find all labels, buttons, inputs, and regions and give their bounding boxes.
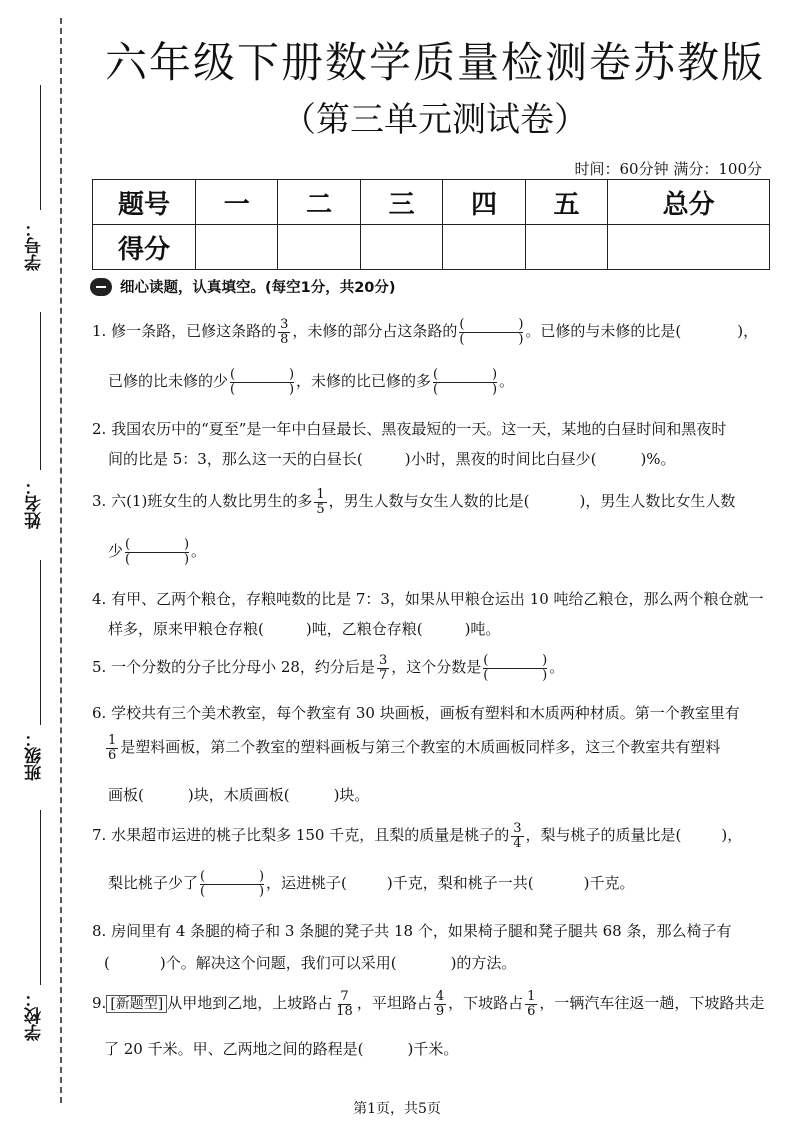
student-id-field (14, 220, 54, 271)
score-value-row (93, 225, 770, 270)
school-line[interactable] (40, 810, 41, 985)
fraction-numerator: 1 (527, 989, 536, 1004)
q1-text-end: 。 (499, 372, 515, 391)
score-cell[interactable] (196, 225, 278, 270)
q9-text-c: ，下坡路占 (448, 994, 524, 1013)
name-label: 姓名： (24, 478, 45, 529)
question-9-line-1 (92, 990, 782, 1018)
score-header-cell: 三 (360, 180, 442, 225)
q7-text-d: 梨比桃子少了 (108, 874, 199, 893)
section-number-badge-icon (90, 278, 112, 296)
question-7-line-2 (108, 870, 794, 898)
q7-text-a: 7. 水果超市运进的桃子比梨多 150 千克，且梨的质量是桃子的 (92, 826, 510, 845)
score-row-label: 得分 (93, 225, 196, 270)
school-label: 学校： (24, 990, 45, 1041)
score-cell[interactable] (525, 225, 607, 270)
class-field (14, 730, 54, 781)
score-header-cell: 四 (443, 180, 525, 225)
q9-text-b: ，平坦路占 (356, 994, 432, 1013)
q7-text-g: )千克。 (583, 874, 635, 893)
q3-text-b: ，男生人数与女生人数的比是( (328, 492, 530, 511)
q9-fraction-3 (525, 990, 537, 1018)
answer-fraction-blank[interactable]: ( ) ( ) (125, 537, 190, 567)
question-9-line-2 (104, 1040, 794, 1058)
score-cell[interactable] (443, 225, 525, 270)
q1-text-d: 已修的比未修的少 (108, 372, 229, 391)
q4-text-a: 样多，原来甲粮仓存粮( (108, 620, 264, 638)
question-6-line-1: 6. 学校共有三个美术教室，每个教室有 30 块画板，画板有塑料和木质两种材质。第一个教室里有 (92, 704, 740, 722)
student-id-label: 学号： (24, 220, 45, 271)
answer-fraction-blank[interactable]: ( ) ( ) (459, 317, 524, 347)
name-line[interactable] (40, 312, 41, 470)
time-info: 时间：60分钟 满分：100分 (574, 160, 762, 178)
q7-text-e: ，运进桃子( (266, 874, 347, 893)
q1-text-c2: )， (737, 322, 759, 341)
q5-fraction (377, 654, 389, 682)
q6-text-c: )块。 (333, 786, 370, 804)
class-label: 班级： (24, 730, 45, 781)
fraction-denominator: 7 (378, 667, 388, 683)
q6-text-line2: 是塑料画板，第二个教室的塑料画板与第三个教室的木质画板同样多，这三个教室共有塑料 (120, 738, 721, 757)
q1-fraction (278, 318, 290, 346)
question-2-line-2 (108, 450, 794, 468)
score-header-cell: 一 (196, 180, 278, 225)
question-1-line-2 (108, 368, 794, 396)
section-heading-text: 细心读题，认真填空。(每空1分，共20分) (120, 280, 396, 296)
q2-text-b: )小时，黑夜的时间比白昼少( (404, 450, 597, 468)
q3-text-end: 。 (191, 542, 207, 561)
q9-text-d: ，一辆汽车往返一趟，下坡路共走 (539, 994, 765, 1013)
student-id-line[interactable] (40, 85, 41, 210)
question-1-line-1 (92, 318, 782, 346)
score-table (92, 179, 770, 270)
fraction-denominator: 8 (280, 331, 289, 347)
question-6-line-2 (104, 734, 794, 762)
answer-fraction-blank[interactable]: ( ) ( ) (483, 653, 548, 683)
fraction-numerator: 1 (108, 733, 117, 748)
score-cell[interactable] (360, 225, 442, 270)
q1-text-c: 。已修的与未修的比是( (525, 322, 682, 341)
question-8-line-2 (104, 954, 794, 972)
fraction-denominator: 9 (435, 1003, 445, 1019)
q4-text-c: )吨。 (464, 620, 501, 638)
section-heading (90, 276, 396, 297)
q9-fraction-2 (434, 990, 446, 1018)
q1-text-a: 1. 修一条路，已修这条路的 (92, 322, 277, 341)
question-3-line-1 (92, 488, 782, 516)
score-header-cell: 五 (525, 180, 607, 225)
score-header-cell: 题号 (93, 180, 196, 225)
q3-fraction (314, 488, 326, 516)
fraction-denominator: 18 (336, 1003, 353, 1019)
question-7-line-1 (92, 822, 782, 850)
fraction-denominator: 6 (527, 1003, 536, 1019)
page-number: 第1页，共5页 (353, 1101, 441, 1117)
q6-text-b: )块，木质画板( (187, 786, 290, 804)
q8-text-c: )的方法。 (450, 954, 517, 972)
q9-fraction-1 (334, 990, 355, 1018)
q7-text-b: ，梨与桃子的质量比是( (525, 826, 682, 845)
q9-text-line2a: 了 20 千米。甲、乙两地之间的路程是( (104, 1040, 364, 1058)
question-2-line-1: 2. 我国农历中的“夏至”是一年中白昼最长、黑夜最短的一天。这一天，某地的白昼时间和黑夜时 (92, 420, 727, 438)
fraction-numerator: 3 (513, 821, 522, 836)
page-title: 六年级下册数学质量检测卷苏教版 (104, 38, 765, 87)
score-header-cell: 总分 (608, 180, 770, 225)
fraction-numerator: 7 (340, 989, 349, 1004)
q1-text-b: ，未修的部分占这条路的 (292, 322, 458, 341)
q3-text-d: 少 (108, 542, 124, 561)
q6-fraction (106, 734, 118, 762)
q3-text-c: )，男生人数比女生人数 (579, 492, 736, 511)
fraction-numerator: 3 (378, 653, 388, 668)
name-field (14, 478, 54, 529)
answer-fraction-blank[interactable]: ( ) ( ) (433, 367, 498, 397)
q9-number: 9. (92, 994, 107, 1013)
q5-text-b: ，这个分数是 (391, 658, 482, 677)
score-cell[interactable] (278, 225, 360, 270)
fraction-denominator: 4 (513, 835, 522, 851)
fraction-denominator: 6 (108, 747, 117, 763)
binding-margin (0, 0, 80, 1123)
score-header-row (93, 180, 770, 225)
q7-text-f: )千克，梨和桃子一共( (386, 874, 534, 893)
score-header-cell: 二 (278, 180, 360, 225)
answer-fraction-blank[interactable]: ( ) ( ) (230, 367, 295, 397)
q9-text-a: 从甲地到乙地，上坡路占 (167, 994, 333, 1013)
score-cell[interactable] (608, 225, 770, 270)
q1-text-e: ，未修的比已修的多 (296, 372, 432, 391)
q8-text-a: ( (104, 954, 110, 972)
question-4-line-2 (108, 620, 794, 638)
new-type-tag: [新题型] (106, 995, 167, 1013)
class-line[interactable] (40, 560, 41, 725)
fraction-denominator: 5 (316, 501, 325, 517)
q7-fraction (511, 822, 523, 850)
q7-text-c: )， (721, 826, 743, 845)
fraction-numerator: 3 (280, 317, 289, 332)
page-subtitle: （第三单元测试卷） (282, 100, 588, 140)
question-4-line-1: 4. 有甲、乙两个粮仓，存粮吨数的比是 7：3，如果从甲粮仓运出 10 吨给乙粮仓，那么两个粮仓就一 (92, 590, 764, 608)
question-5 (92, 654, 782, 682)
fraction-numerator: 4 (435, 989, 445, 1004)
school-field (14, 990, 54, 1041)
q8-text-b: )个。解决这个问题，我们可以采用( (159, 954, 397, 972)
fraction-numerator: 1 (316, 487, 325, 502)
q2-text-c: )%。 (640, 450, 676, 468)
q2-text-a: 间的比是 5：3，那么这一天的白昼长( (108, 450, 363, 468)
question-6-line-3 (108, 786, 794, 804)
cut-line (60, 18, 62, 1103)
q6-text-a: 画板( (108, 786, 144, 804)
question-3-line-2 (108, 538, 794, 566)
q5-text-a: 5. 一个分数的分子比分母小 28，约分后是 (92, 658, 375, 677)
q5-text-end: 。 (549, 658, 565, 677)
question-8-line-1: 8. 房间里有 4 条腿的椅子和 3 条腿的凳子共 18 个，如果椅子腿和凳子腿共 68 条，那么椅子有 (92, 922, 732, 940)
q9-text-line2b: )千米。 (407, 1040, 459, 1058)
q3-text-a: 3. 六(1)班女生的人数比男生的多 (92, 492, 313, 511)
answer-fraction-blank[interactable]: ( ) ( ) (200, 869, 265, 899)
q4-text-b: )吨，乙粮仓存粮( (305, 620, 423, 638)
